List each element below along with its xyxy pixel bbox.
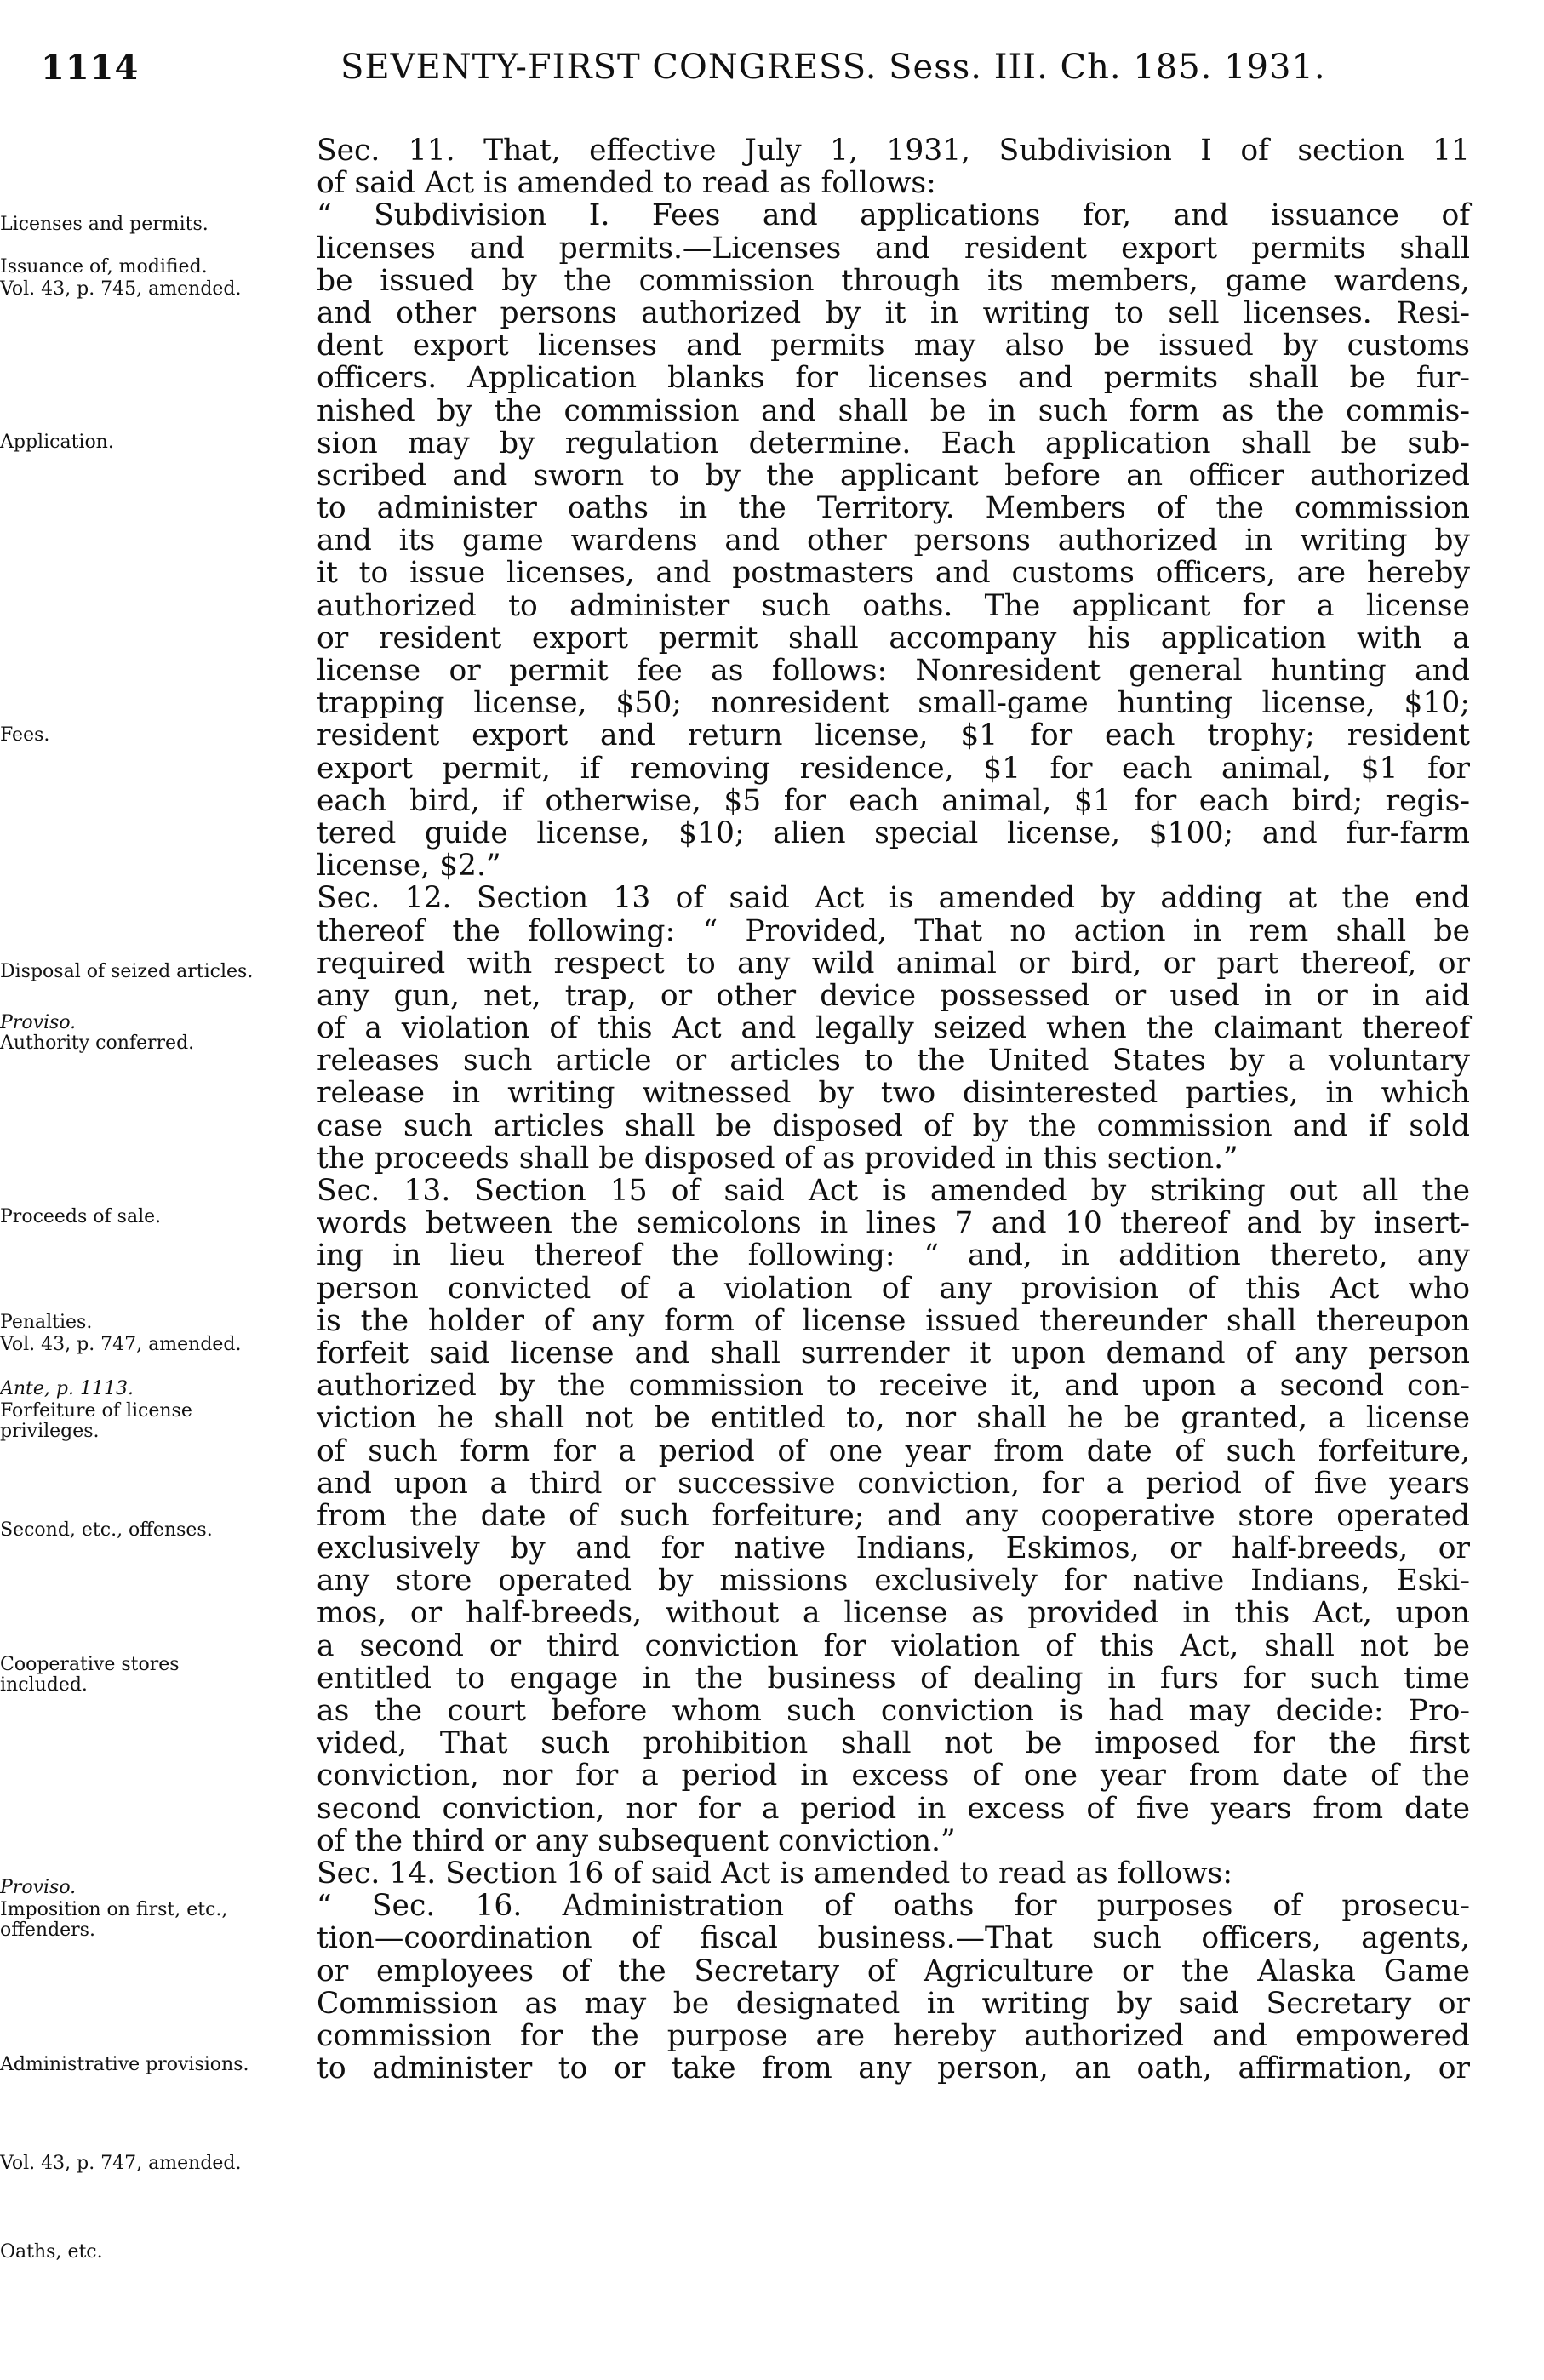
text-line: licenses and permits.—Licenses and resident export permits shall: [317, 231, 1470, 266]
text-line: of the third or any subsequent conviction.”: [317, 1823, 956, 1858]
text-line: Sec. 11. That, effective July 1, 1931, Subdivision I of section 11: [317, 134, 1470, 168]
text-line: Sec. 14. Section 16 of said Act is amended to read as follows:: [317, 1856, 1232, 1891]
text-line: releases such article or articles to the United States by a voluntary: [317, 1044, 1470, 1078]
text-line: each bird, if otherwise, $5 for each animal, $1 for each bird; regis-: [317, 783, 1470, 818]
margin-note: Penalties.: [0, 1312, 93, 1333]
margin-note: Vol. 43, p. 745, amended.: [0, 278, 242, 300]
margin-note: Disposal of seized articles.: [0, 961, 254, 982]
text-line: vided, That such prohibition shall not be imposed for the first: [317, 1726, 1470, 1761]
text-line: words between the semicolons in lines 7 and 10 thereof and by insert-: [317, 1206, 1470, 1241]
text-line: export permit, if removing residence, $1 for each animal, $1 for: [317, 751, 1470, 786]
margin-note: Imposition on first, etc., offenders.: [0, 1899, 228, 1941]
text-line: the proceeds shall be disposed of as provided in this section.”: [317, 1141, 1238, 1176]
text-line: of a violation of this Act and legally seized when the claimant thereof: [317, 1011, 1470, 1046]
text-line: a second or third conviction for violation of this Act, shall not be: [317, 1628, 1470, 1663]
text-line: Sec. 13. Section 15 of said Act is amended by striking out all the: [317, 1174, 1470, 1208]
text-line: trapping license, $50; nonresident small-game hunting license, $10;: [317, 686, 1470, 721]
text-line: forfeit said license and shall surrender it upon demand of any person: [317, 1336, 1470, 1370]
margin-note: Forfeiture of license privileges.: [0, 1400, 192, 1442]
margin-note: Second, etc., offenses.: [0, 1519, 213, 1541]
text-line: authorized by the commission to receive it, and upon a second con-: [317, 1369, 1470, 1404]
text-line: dent export licenses and permits may also be issued by customs: [317, 329, 1470, 363]
text-line: sion may by regulation determine. Each application shall be sub-: [317, 426, 1470, 461]
margin-note: Oaths, etc.: [0, 2241, 103, 2263]
margin-notes: [0, 0, 315, 2380]
margin-note: Proviso.: [0, 1012, 77, 1033]
text-line: resident export and return license, $1 for each trophy; resident: [317, 718, 1470, 753]
body-text: [317, 134, 1470, 2085]
running-head: SEVENTY-FIRST CONGRESS. Sess. III. Ch. 185. 1931.: [340, 48, 1326, 87]
text-line: release in writing witnessed by two disinterested parties, in which: [317, 1076, 1470, 1111]
text-line: scribed and sworn to by the applicant before an officer authorized: [317, 458, 1470, 493]
margin-note: Cooperative stores included.: [0, 1654, 180, 1696]
text-line: as the court before whom such conviction is had may decide: Pro-: [317, 1694, 1470, 1728]
text-line: is the holder of any form of license issued thereunder shall thereupon: [317, 1303, 1470, 1338]
text-line: and its game wardens and other persons authorized in writing by: [317, 523, 1470, 558]
text-line: second conviction, nor for a period in excess of five years from date: [317, 1791, 1470, 1826]
text-line: officers. Application blanks for licenses and permits shall be fur-: [317, 361, 1470, 396]
text-line: person convicted of a violation of any provision of this Act who: [317, 1271, 1470, 1306]
text-line: tered guide license, $10; alien special license, $100; and fur-farm: [317, 815, 1470, 850]
margin-note: Authority conferred.: [0, 1033, 195, 1054]
text-line: or employees of the Secretary of Agriculture or the Alaska Game: [317, 1954, 1470, 1988]
text-line: “ Sec. 16. Administration of oaths for purposes of prosecu-: [317, 1889, 1470, 1924]
text-line: from the date of such forfeiture; and any cooperative store operated: [317, 1498, 1470, 1533]
text-line: to administer oaths in the Territory. Members of the commission: [317, 491, 1470, 526]
text-line: exclusively by and for native Indians, Eskimos, or half-breeds, or: [317, 1531, 1470, 1566]
text-line: of such form for a period of one year from date of such forfeiture,: [317, 1433, 1470, 1468]
margin-note: Application.: [0, 432, 114, 453]
text-line: any gun, net, trap, or other device possessed or used in or in aid: [317, 978, 1470, 1013]
text-line: Sec. 12. Section 13 of said Act is amended by adding at the end: [317, 881, 1470, 916]
margin-note: Administrative provisions.: [0, 2054, 249, 2075]
text-line: tion—coordination of fiscal business.—That such officers, agents,: [317, 1921, 1470, 1956]
margin-note: Vol. 43, p. 747, amended.: [0, 2153, 242, 2174]
margin-note: Fees.: [0, 724, 50, 746]
text-line: license, $2.”: [317, 849, 501, 884]
text-line: and upon a third or successive conviction, for a period of five years: [317, 1466, 1470, 1501]
text-line: “ Subdivision I. Fees and applications for, and issuance of: [317, 198, 1470, 233]
text-line: mos, or half-breeds, without a license as provided in this Act, upon: [317, 1596, 1470, 1631]
text-line: any store operated by missions exclusively for native Indians, Eski-: [317, 1564, 1470, 1599]
margin-note: Issuance of, modified.: [0, 256, 208, 277]
text-line: license or permit fee as follows: Nonresident general hunting and: [317, 654, 1470, 688]
text-line: of said Act is amended to read as follows:: [317, 166, 936, 201]
text-line: or resident export permit shall accompany his application with a: [317, 621, 1470, 655]
margin-note: Vol. 43, p. 747, amended.: [0, 1334, 242, 1355]
text-line: be issued by the commission through its members, game wardens,: [317, 263, 1470, 298]
margin-note: Licenses and permits.: [0, 214, 209, 235]
text-line: entitled to engage in the business of dealing in furs for such time: [317, 1661, 1470, 1696]
margin-note: Ante, p. 1113.: [0, 1378, 134, 1399]
text-line: viction he shall not be entitled to, nor shall he be granted, a license: [317, 1401, 1470, 1436]
text-line: and other persons authorized by it in writing to sell licenses. Resi-: [317, 295, 1470, 330]
text-line: case such articles shall be disposed of by the commission and if sold: [317, 1108, 1470, 1143]
text-line: it to issue licenses, and postmasters and customs officers, are hereby: [317, 556, 1470, 591]
text-line: commission for the purpose are hereby authorized and empowered: [317, 2018, 1470, 2053]
margin-note: Proviso.: [0, 1877, 77, 1898]
text-line: nished by the commission and shall be in such form as the commis-: [317, 393, 1470, 428]
text-line: ing in lieu thereof the following: “ and, in addition thereto, any: [317, 1239, 1470, 1273]
text-line: required with respect to any wild animal or bird, or part thereof, or: [317, 946, 1470, 981]
text-line: Commission as may be designated in writing by said Secretary or: [317, 1986, 1470, 2021]
text-line: to administer to or take from any person, an oath, affirmation, or: [317, 2051, 1470, 2086]
page-number: 1114: [41, 48, 140, 88]
text-line: thereof the following: “ Provided, That no action in rem shall be: [317, 913, 1470, 948]
text-line: conviction, nor for a period in excess of one year from date of the: [317, 1759, 1470, 1794]
text-line: authorized to administer such oaths. The applicant for a license: [317, 588, 1470, 623]
margin-note: Proceeds of sale.: [0, 1206, 162, 1227]
